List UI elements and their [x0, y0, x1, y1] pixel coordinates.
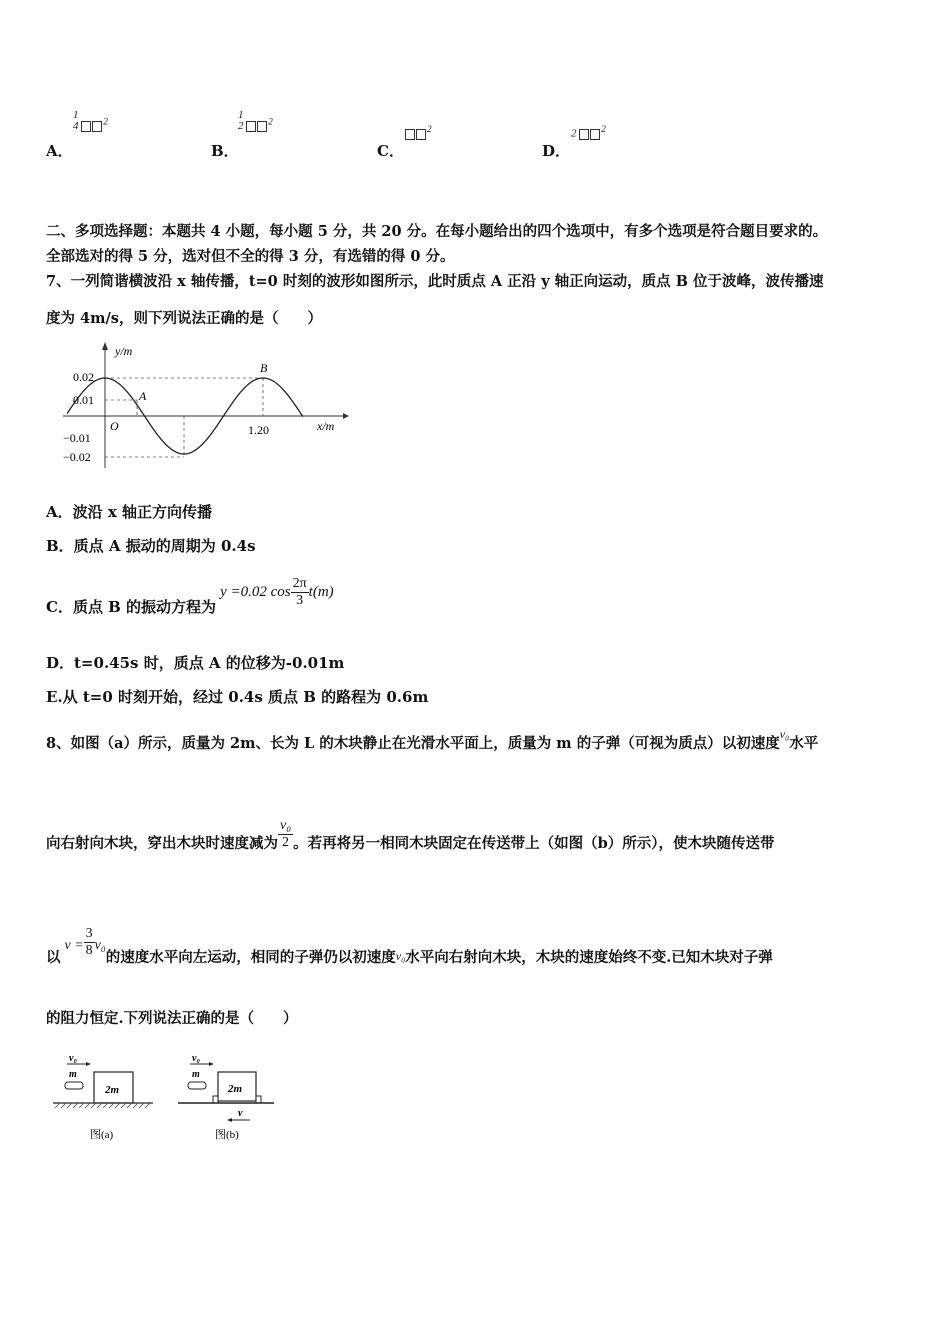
frac-num: 2π — [292, 575, 307, 591]
figure-a — [53, 1053, 153, 1141]
sup: 2 — [427, 124, 432, 134]
frac-den: 2 — [238, 120, 244, 132]
fig-b-bullet — [188, 1082, 206, 1089]
q8-stem-line4: 的阻力恒定.下列说法正确的是（ ） — [46, 1010, 298, 1027]
section2-line1: 二、多项选择题：本题共 4 小题，每小题 5 分，共 20 分。在每小题给出的四个选项中，有多个选项是符合题目要求的。 — [46, 223, 828, 240]
coef: 2 — [571, 127, 577, 140]
q7-wave-graph — [55, 338, 355, 473]
q6-option-b[interactable] — [211, 140, 239, 161]
fig-b-v: v — [238, 1108, 243, 1119]
q6-option-a[interactable] — [46, 140, 73, 161]
q8-line1-a: 8、如图（a）所示，质量为 2m、长为 L 的木块静止在光滑水平面上，质量为 m 的子弹（可视为质点）以初速度 — [46, 735, 780, 752]
option-letter: B． — [211, 142, 239, 160]
q6-option-d-formula — [571, 124, 606, 140]
three-eighths — [84, 926, 95, 959]
frac-num: v₀ — [280, 817, 292, 833]
ytick-neg-0.01: −0.01 — [63, 431, 91, 445]
fig-b-v0: v₀ — [192, 1053, 200, 1064]
q7-option-c[interactable] — [46, 570, 334, 614]
fig-b-block-label: 2m — [228, 1083, 243, 1095]
section2-line2: 全部选对的得 5 分，选对但不全的得 3 分，有选错的得 0 分。 — [46, 248, 455, 265]
xtick-1.20: 1.20 — [248, 423, 269, 437]
fig-a-hatch — [55, 1103, 150, 1108]
line3-v0: v₀ — [395, 949, 406, 963]
fig-a-bullet — [65, 1082, 83, 1089]
y-axis-arrow — [102, 342, 108, 350]
fig-b-belt-arrowhead — [227, 1118, 232, 1122]
q8-line2-a: 向右射向木块，穿出木块时速度减为 — [46, 835, 278, 852]
frac-den: 2 — [282, 834, 290, 850]
q6-option-c[interactable] — [377, 140, 404, 161]
fig-a-block-label: 2m — [105, 1084, 120, 1096]
q6-option-d[interactable] — [542, 140, 570, 161]
origin-label: O — [110, 419, 119, 433]
y-label: y/m — [115, 344, 133, 358]
ytick-0.01: 0.01 — [73, 393, 94, 407]
fig-a-v0: v₀ — [69, 1053, 77, 1064]
x-axis-arrow — [343, 413, 349, 419]
q6-option-b-formula — [238, 110, 273, 132]
q8-stem-line3 — [46, 920, 773, 964]
q8-line3-b: 的速度水平向左运动，相同的子弹仍以初速度 — [105, 949, 396, 966]
q7-option-b[interactable]: B．质点 A 振动的周期为 0.4s — [46, 537, 256, 555]
point-b-label: B — [260, 361, 268, 375]
q8-stem-line2 — [46, 812, 774, 856]
q6-option-c-formula — [405, 124, 432, 140]
fig-a-arrowhead — [86, 1062, 91, 1066]
v0-symbol: v₀ — [779, 727, 790, 741]
eq-left: y =0.02 cos — [220, 584, 291, 600]
x-label: x/m — [317, 419, 335, 433]
q7-stem-line2: 度为 4m/s，则下列说法正确的是（ ） — [46, 310, 322, 327]
option-letter: C． — [377, 142, 404, 160]
q8-line2-b: 。若再将另一相同木块固定在传送带上（如图（b）所示），使木块随传送带 — [293, 835, 775, 852]
figure-b — [178, 1053, 274, 1141]
q6-option-a-formula — [73, 110, 108, 132]
fig-a-m: m — [69, 1069, 77, 1080]
point-a-label: A — [139, 389, 147, 403]
q8-stem-line1 — [46, 727, 819, 754]
fig-b-clamp-right — [256, 1096, 261, 1103]
fig-a-caption: 图(a) — [90, 1129, 114, 1141]
ytick-0.02: 0.02 — [73, 370, 94, 384]
q7-option-d[interactable]: D．t=0.45s 时，质点 A 的位移为-0.01m — [46, 654, 345, 672]
frac-num: 3 — [85, 925, 93, 941]
eq-fraction — [291, 576, 309, 609]
fig-b-m: m — [192, 1069, 200, 1080]
q7-option-e[interactable]: E.从 t=0 时刻开始，经过 0.4s 质点 B 的路程为 0.6m — [46, 688, 429, 706]
eq-v: v = — [64, 938, 84, 953]
fig-b-arrowhead — [209, 1062, 214, 1066]
fig-b-caption: 图(b) — [215, 1129, 239, 1141]
sup: 2 — [601, 124, 606, 134]
eq-v0: v₀ — [94, 938, 106, 953]
option-letter: D． — [542, 142, 571, 160]
frac-num: 1 — [238, 109, 244, 121]
sup: 2 — [103, 116, 108, 127]
q8-line3-c: 水平向右射向木块，木块的速度始终不变.已知木块对子弹 — [405, 949, 773, 966]
eq-right: t(m) — [308, 584, 334, 600]
frac-den: 3 — [296, 592, 304, 608]
ytick-neg-0.02: −0.02 — [63, 450, 91, 464]
q8-line3-a: 以 — [46, 949, 61, 966]
q8-figures — [50, 1046, 280, 1146]
fig-b-clamp-left — [213, 1096, 218, 1103]
q8-line1-b: 水平 — [789, 735, 819, 752]
v0-half-fraction — [278, 818, 293, 851]
option-letter: A． — [46, 142, 73, 160]
sup: 2 — [268, 116, 273, 127]
frac-den: 4 — [73, 120, 79, 132]
frac-num: 1 — [73, 109, 79, 121]
frac-den: 8 — [85, 942, 93, 958]
q7-option-a[interactable]: A．波沿 x 轴正方向传播 — [46, 503, 213, 521]
option-c-prefix: C．质点 B 的振动方程为 — [46, 598, 217, 616]
q7-stem-line1: 7、一列简谐横波沿 x 轴传播，t=0 时刻的波形如图所示，此时质点 A 正沿 y 轴正向运动，质点 B 位于波峰，波传播速 — [46, 273, 824, 290]
